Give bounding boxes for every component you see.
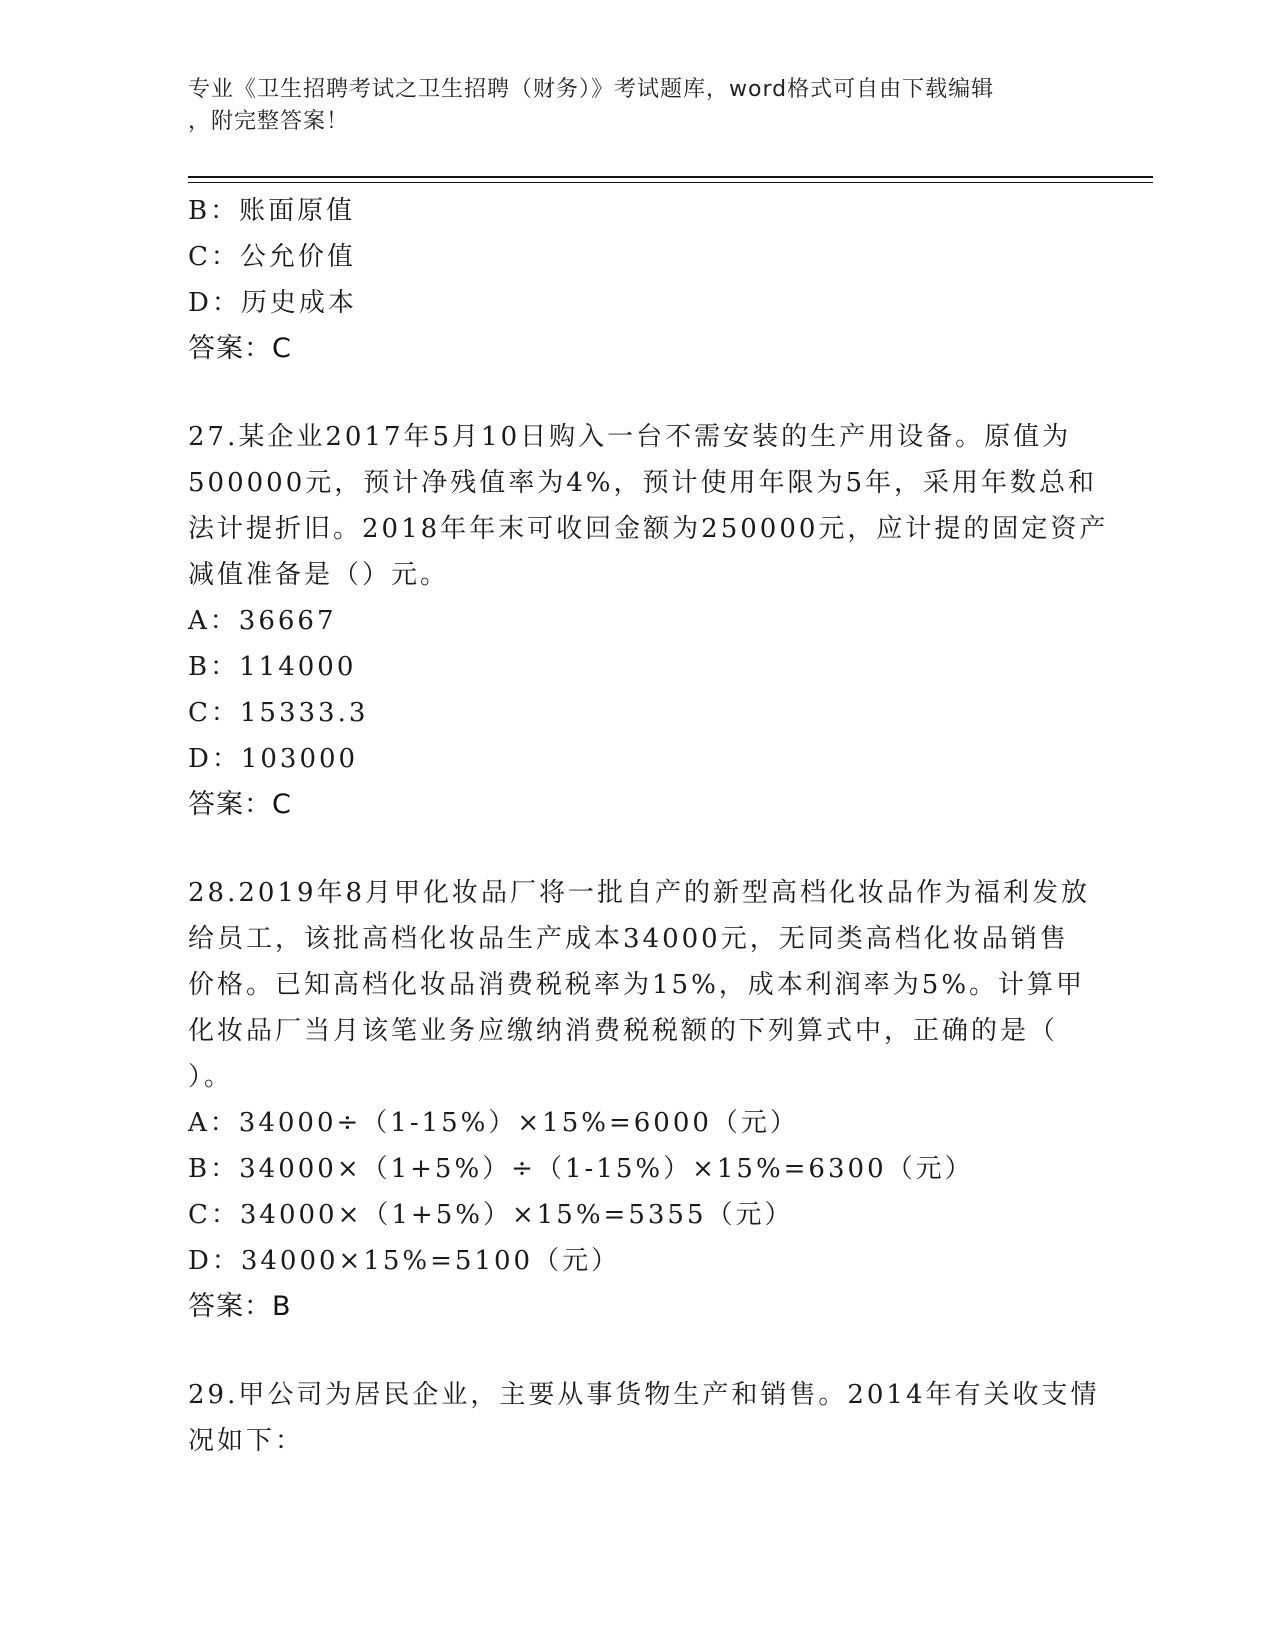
option-c: C：34000×（1+5%）×15%=5355（元）	[188, 1200, 794, 1230]
option-b: B：34000×（1+5%）÷（1-15%）×15%=6300（元）	[188, 1154, 974, 1184]
header-divider-thin	[188, 182, 1153, 183]
header-title-line-2: ，附完整答案！	[188, 109, 350, 134]
option-a: A：34000÷（1-15%）×15%=6000（元）	[188, 1108, 799, 1138]
question-stem-line: 法计提折旧。2018年年末可收回金额为250000元，应计提的固定资产	[188, 514, 1109, 544]
document-body	[188, 188, 1109, 1464]
option-d: D：历史成本	[188, 288, 357, 318]
question-stem-line: 况如下：	[188, 1426, 305, 1456]
question-stem-line: ）。	[188, 1062, 234, 1092]
option-b: B：账面原值	[188, 196, 356, 226]
question-stem-line: 减值准备是（）元。	[188, 560, 450, 590]
option-d: D：103000	[188, 744, 359, 774]
spacer	[188, 828, 1088, 870]
option-a: A：36667	[188, 606, 337, 636]
spacer	[188, 1330, 1088, 1372]
question-27	[188, 414, 1109, 828]
question-stem-line: 化妆品厂当月该笔业务应缴纳消费税税额的下列算式中，正确的是（	[188, 1016, 1059, 1046]
option-c: C：15333.3	[188, 698, 369, 728]
option-d: D：34000×15%=5100（元）	[188, 1246, 621, 1276]
answer-line: 答案：C	[188, 789, 292, 820]
spacer	[188, 372, 1088, 414]
answer-line: 答案：B	[188, 1291, 292, 1322]
header-title-line-1: 专业《卫生招聘考试之卫生招聘（财务）》考试题库，word格式可自由下载编辑	[188, 77, 995, 102]
page-header	[188, 74, 1088, 138]
question-stem-line: 29.甲公司为居民企业，主要从事货物生产和销售。2014年有关收支情	[188, 1380, 1100, 1410]
question-stem-line: 500000元，预计净残值率为4%，预计使用年限为5年，采用年数总和	[188, 468, 1098, 498]
question-stem-line: 价格。已知高档化妆品消费税税率为15%，成本利润率为5%。计算甲	[188, 970, 1086, 1000]
question-stem-line: 27.某企业2017年5月10日购入一台不需安装的生产用设备。原值为	[188, 422, 1072, 452]
answer-line: 答案：C	[188, 333, 292, 364]
question-26-tail	[188, 188, 1088, 372]
question-28	[188, 870, 1091, 1330]
header-divider-thick	[188, 176, 1153, 178]
question-29	[188, 1372, 1100, 1464]
question-stem-line: 28.2019年8月甲化妆品厂将一批自产的新型高档化妆品作为福利发放	[188, 878, 1091, 908]
option-c: C：公允价值	[188, 242, 356, 272]
option-b: B：114000	[188, 652, 357, 682]
question-stem-line: 给员工，该批高档化妆品生产成本34000元，无同类高档化妆品销售	[188, 924, 1069, 954]
